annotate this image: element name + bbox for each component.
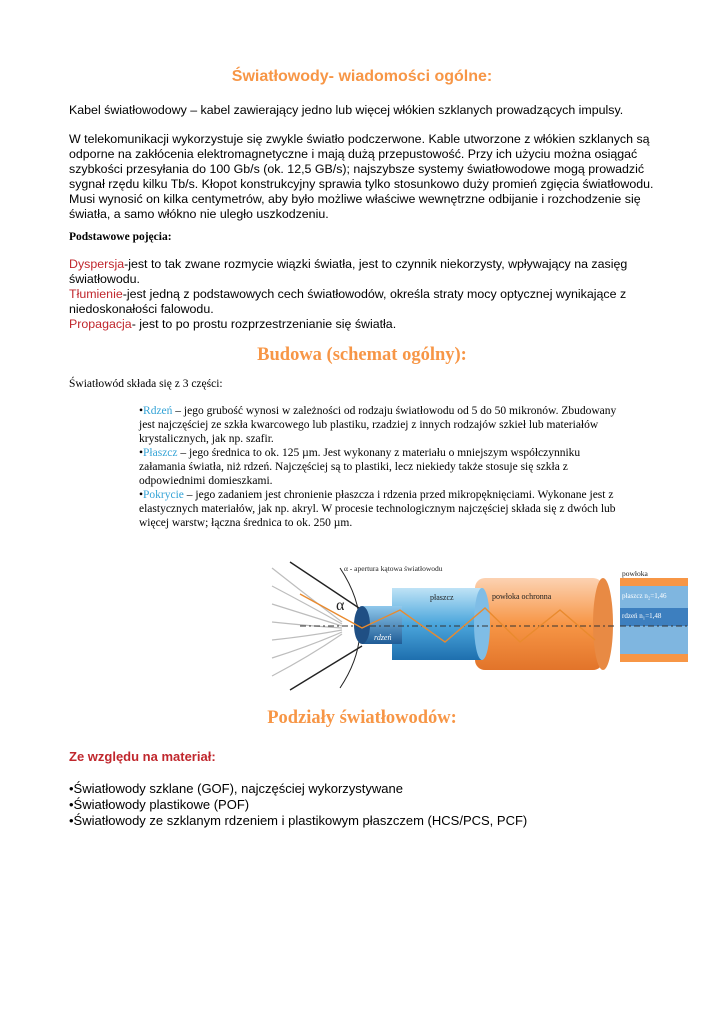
right-coating-label: powłoka: [622, 569, 648, 578]
page-title: Światłowody- wiadomości ogólne:: [231, 68, 493, 85]
coating-label: powłoka ochronna: [492, 592, 552, 601]
concept-term: Propagacja: [69, 317, 132, 331]
list-item: •Światłowody szklane (GOF), najczęściej wykorzystywane: [69, 781, 403, 796]
alpha-symbol: α: [336, 597, 345, 614]
n1-label: rdzeń n₁=1,48: [622, 612, 662, 620]
material-list: [69, 781, 527, 829]
concepts-block: [69, 257, 659, 332]
concept-text: -jest to tak zwane rozmycie wiązki światła, jest to czynnik niekorzysty, wpływający na zasięg światłowodu.: [69, 257, 628, 286]
part-term: Rdzeń: [143, 405, 173, 417]
concept-term: Dyspersja: [69, 257, 125, 271]
divisions-heading: Podziały światłowodów:: [267, 708, 457, 728]
parts-list: [139, 404, 629, 530]
part-text: – jego zadaniem jest chronienie płaszcza i rdzenia przed mikropęknięciami. Wykonane jest z elastycznych materiałów, jak np. akryl. W procesie technologicznym najczęściej składa się z dwóch lub więcej warstw; łączna średnica to ok. 250 µm.: [139, 489, 616, 529]
concept-term: Tłumienie: [69, 287, 123, 301]
part-term: Płaszcz: [143, 447, 178, 459]
structure-intro: Światłowód składa się z 3 części:: [69, 378, 223, 390]
list-bullet: •: [139, 447, 144, 459]
part-term: Pokrycie: [143, 489, 184, 501]
fiber-diagram: [270, 548, 690, 696]
structure-heading: Budowa (schemat ogólny):: [257, 345, 467, 365]
core-label: rdzeń: [374, 633, 392, 642]
concepts-heading: Podstawowe pojęcia:: [69, 231, 172, 243]
light-rays: [272, 568, 342, 676]
concept-text: - jest to po prostu rozprzestrzenianie się światła.: [131, 317, 397, 331]
material-heading: Ze względu na materiał:: [69, 749, 216, 764]
list-bullet: •: [139, 489, 144, 501]
alpha-label: α - apertura kątowa światłowodu: [344, 564, 443, 573]
list-item: •Światłowody plastikowe (POF): [69, 797, 250, 812]
list-item: •Światłowody ze szklanym rdzeniem i plastikowym płaszczem (HCS/PCS, PCF): [69, 813, 528, 828]
list-bullet: •: [139, 405, 144, 417]
intro-paragraph: Kabel światłowodowy – kabel zawierający jedno lub więcej włókien szklanych prowadzących impulsy.: [69, 103, 624, 117]
n2-label: płaszcz n₂=1,46: [622, 592, 667, 600]
concept-text: -jest jedną z podstawowych cech światłowodów, określa straty mocy optycznej wynikające z niedoskonałości falowodu.: [69, 287, 627, 316]
part-text: – jego średnica to ok. 125 µm. Jest wykonany z materiału o mniejszym współczynniku załamania światła, niż rdzeń. Najczęściej są to plastiki, lecz niekiedy także stosuje się szkła z odpowiednimi domieszkami.: [139, 447, 581, 487]
telecom-paragraph: W telekomunikacji wykorzystuje się zwykle światło podczerwone. Kable utworzone z włókien szklanych są odporne na zakłócenia elektromagnetyczne i mają dużą przepustowość. Przy ich użyciu można osiągać szybkości przesyłania do 100 Gb/s (ok. 12,5 GB/s); najszybsze systemy światłowodowe mogą prowadzić sygnał rzędu kilku Tb/s. Kłopot konstrukcyjny sprawia tylko stosunkowo duży promień zgięcia światłowodu. Musi wynosić on kilka centymetrów, aby było możliwe właściwe wewnętrzne odbijanie i rozchodzenie się światła, a samo włókno nie uległo uszkodzeniu.: [69, 132, 654, 221]
cladding-label: płaszcz: [430, 593, 454, 602]
part-text: – jego grubość wynosi w zależności od rodzaju światłowodu od 5 do 50 mikronów. Zbudowany jest najczęściej ze szkła kwarcowego lub plastiku, rzadziej z innych rodzajów szkieł lub materiałów krystalicznych, jak np. szafir.: [139, 405, 617, 445]
coating-end: [593, 578, 613, 670]
